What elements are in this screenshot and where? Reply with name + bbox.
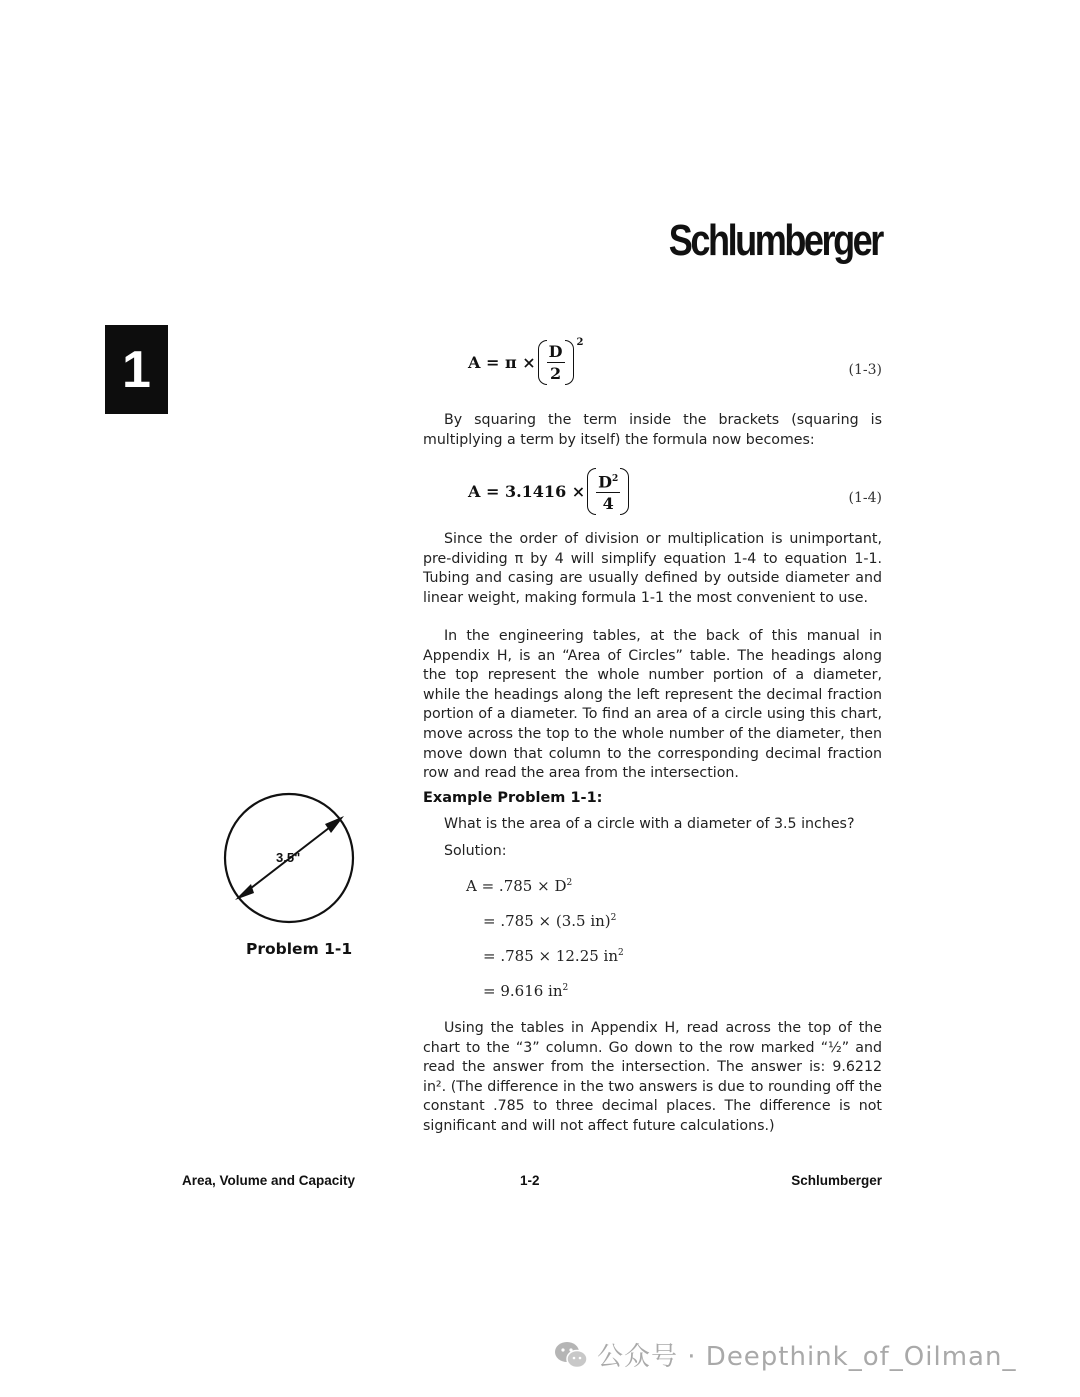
paragraph-text: By squaring the term inside the brackets (squaring is multiplying a term by itself) the formula now becomes: — [423, 412, 882, 448]
wechat-icon — [553, 1340, 589, 1370]
equation-lhs: A = π × — [468, 353, 536, 372]
paragraph — [423, 530, 882, 608]
denominator: 2 — [550, 364, 562, 383]
equation-lhs: A = 3.1416 × — [468, 482, 586, 502]
footer-left: Area, Volume and Capacity — [182, 1173, 356, 1188]
footer-page-number: 1-2 — [520, 1173, 540, 1188]
equation-number: (1-3) — [848, 362, 882, 378]
paragraph-text: In the engineering tables, at the back of this manual in Appendix H, is an “Area of Circles” table. The headings along the top represent the whole number portion of a diameter, while the headings along the left represent the decimal fraction portion of a diameter. To find an area of a circle using this chart, move across the top to the whole number of the diameter, then move down that column to the corresponding decimal fraction row and read the area from the intersection. — [423, 628, 882, 782]
equation-1-4 — [468, 468, 631, 515]
chapter-number: 1 — [122, 340, 151, 399]
solution-step: = .785 × 12.25 $in^2$ — [483, 947, 624, 965]
equation-number: (1-4) — [848, 490, 882, 506]
dimension-label: 3.5" — [276, 850, 301, 865]
paragraph — [423, 627, 882, 784]
solution-step: = .785 × (3.5 in)$^2$ — [483, 912, 617, 930]
parentheses — [538, 340, 574, 385]
exponent: 2 — [612, 474, 619, 484]
solution-step: $A = .785 \times D^2$ — [466, 877, 573, 895]
chapter-tab — [105, 325, 168, 414]
example-question: What is the area of a circle with a diameter of 3.5 inches? — [444, 816, 855, 832]
paragraph — [423, 411, 882, 450]
fraction — [593, 468, 623, 515]
figure-caption: Problem 1-1 — [246, 940, 353, 958]
equation-1-3 — [468, 337, 584, 385]
denominator: 4 — [602, 494, 614, 514]
numerator: $D^2$ — [596, 470, 620, 493]
paragraph-text: Since the order of division or multiplication is unimportant, pre-dividing π by 4 will simplify equation 1-4 to equation 1-1. Tubing and casing are usually defined by outside diameter and linear weight, making formula 1-1 the most convenient to use. — [423, 531, 882, 606]
paragraph-text: Using the tables in Appendix H, read across the top of the chart to the “3” column. Go down to the row marked “½” and read the answer from the intersection. The answer is: 9.6212 in². (The difference in the two answers is due to rounding off the constant .785 to three decimal places. The difference is not significant and will not affect future calculations.) — [423, 1020, 882, 1134]
footer-right: Schlumberger — [791, 1173, 882, 1188]
exponent: 2 — [576, 337, 584, 348]
example-heading: Example Problem 1-1: — [423, 790, 603, 806]
watermark — [553, 1336, 1016, 1373]
solution-label: Solution: — [444, 843, 507, 859]
parentheses — [587, 468, 629, 515]
paragraph — [423, 1019, 882, 1137]
circle-diagram — [218, 788, 362, 932]
fraction — [544, 340, 568, 385]
solution-step: = 9.616 $in^2$ — [483, 982, 569, 1000]
brand-logo: Schlumberger — [668, 216, 882, 265]
numerator: D — [548, 342, 563, 361]
watermark-text: 公众号 · Deepthink_of_Oilman_ — [597, 1342, 1017, 1372]
